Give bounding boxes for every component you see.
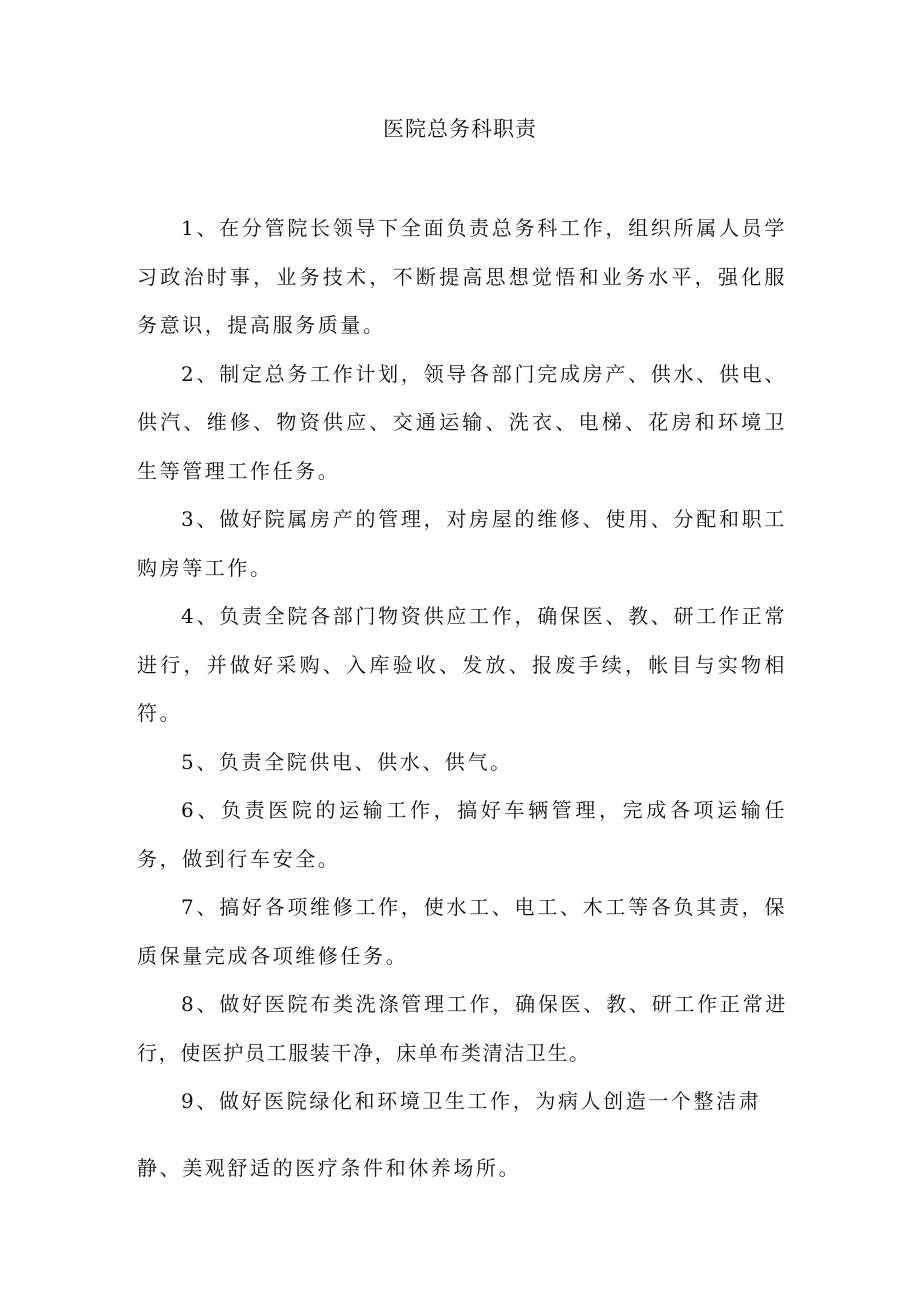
paragraph-9-line-2: 静、美观舒适的医疗条件和休养场所。: [137, 1155, 522, 1180]
document-body: [137, 204, 787, 1192]
page-title: 医院总务科职责: [383, 117, 537, 141]
paragraph-4: 4、负责全院各部门物资供应工作，确保医、教、研工作正常进行，并做好采购、入库验收、发放、报废手续，帐目与实物相符。: [137, 604, 787, 725]
paragraph-8: 8、做好医院布类洗涤管理工作，确保医、教、研工作正常进行，使医护员工服装干净，床单布类清洁卫生。: [137, 992, 787, 1065]
paragraph-3: 3、做好院属房产的管理，对房屋的维修、使用、分配和职工购房等工作。: [137, 507, 787, 580]
paragraph-5: 5、负责全院供电、供水、供气。: [181, 749, 513, 774]
paragraph-7: 7、搞好各项维修工作，使水工、电工、木工等各负其责，保质保量完成各项维修任务。: [137, 895, 787, 968]
paragraph-9-line-1: 9、做好医院绿化和环境卫生工作，为病人创造一个整洁肃: [181, 1089, 762, 1113]
paragraph-9: [137, 1077, 787, 1192]
paragraph-1: 1、在分管院长领导下全面负责总务科工作，组织所属人员学习政治时事，业务技术，不断提高思想觉悟和业务水平，强化服务意识，提高服务质量。: [137, 216, 787, 337]
paragraph-2: 2、制定总务工作计划，领导各部门完成房产、供水、供电、供汽、维修、物资供应、交通运输、洗衣、电梯、花房和环境卫生等管理工作任务。: [137, 361, 787, 483]
paragraph-6: 6、负责医院的运输工作，搞好车辆管理，完成各项运输任务，做到行车安全。: [137, 798, 787, 871]
